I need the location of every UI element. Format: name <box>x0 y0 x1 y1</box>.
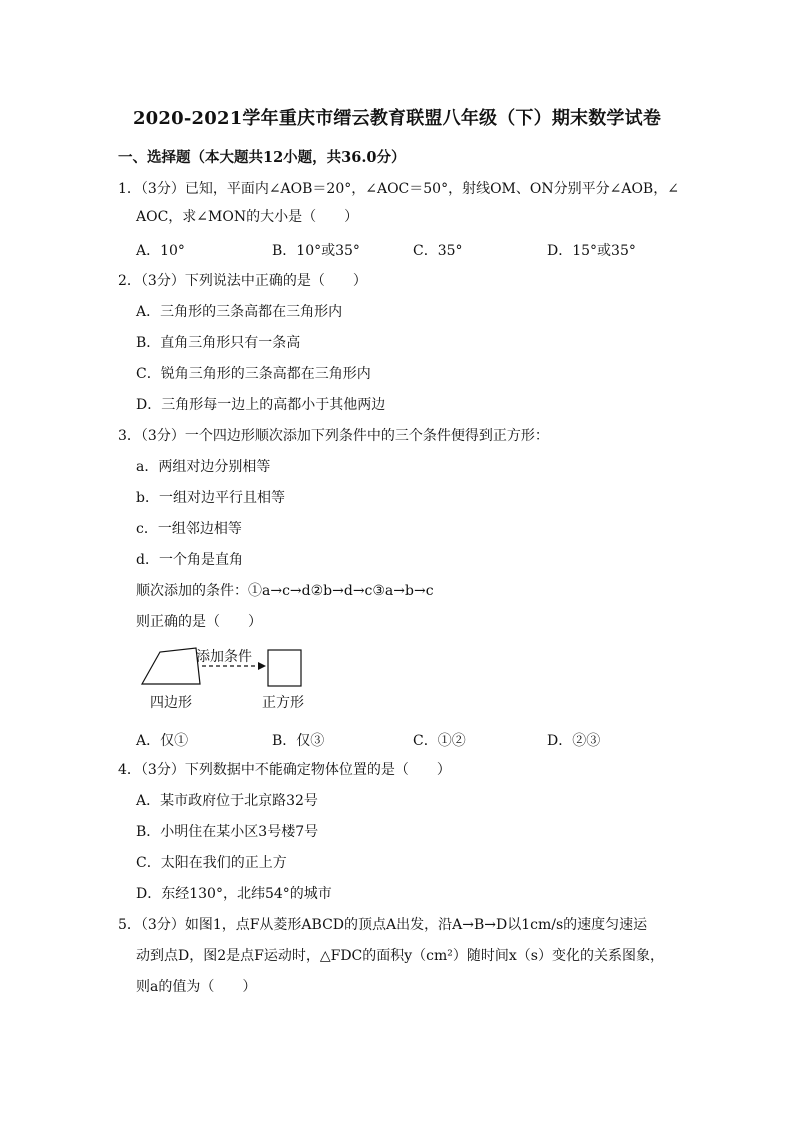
figure-right-label: 正方形 <box>262 695 304 711</box>
question-3-condition-c: c．一组邻边相等 <box>136 521 242 537</box>
quadrilateral-shape <box>142 648 200 684</box>
figure-left-label: 四边形 <box>150 695 192 711</box>
question-1-option-b: B．10°或35° <box>272 243 360 259</box>
question-1-option-a: A．10° <box>136 243 185 259</box>
question-1-option-d: D．15°或35° <box>547 243 636 259</box>
quadrilateral-to-square-figure <box>140 646 340 716</box>
question-4-option-d: D．东经130°，北纬54°的城市 <box>136 886 332 902</box>
section-heading: 一、选择题（本大题共12小题，共36.0分） <box>118 149 406 166</box>
question-5-line-1: 5．（3分）如图1，点F从菱形ABCD的顶点A出发，沿A→B→D以1cm/s的速度匀速运 <box>118 917 648 933</box>
question-3-condition-a: a．两组对边分别相等 <box>136 459 271 475</box>
question-1-option-c: C．35° <box>413 243 463 259</box>
question-2-option-d: D．三角形每一边上的高都小于其他两边 <box>136 397 386 413</box>
question-1-line-2: AOC，求∠MON的大小是（ ） <box>136 209 359 225</box>
figure-arrow-label: 添加条件 <box>196 649 252 665</box>
question-5-line-3: 则a的值为（ ） <box>136 979 257 995</box>
question-2-stem: 2．（3分）下列说法中正确的是（ ） <box>118 273 367 289</box>
arrow-head <box>258 662 266 670</box>
question-3-ask: 则正确的是（ ） <box>136 614 262 630</box>
question-2-option-a: A．三角形的三条高都在三角形内 <box>136 304 343 320</box>
question-3-condition-d: d．一个角是直角 <box>136 552 243 568</box>
question-2-option-c: C．锐角三角形的三条高都在三角形内 <box>136 366 371 382</box>
question-2-option-b: B．直角三角形只有一条高 <box>136 335 301 351</box>
question-3-condition-b: b．一组对边平行且相等 <box>136 490 285 506</box>
question-4-stem: 4．（3分）下列数据中不能确定物体位置的是（ ） <box>118 762 451 778</box>
question-3-option-c: C．①② <box>413 733 466 749</box>
question-4-option-c: C．太阳在我们的正上方 <box>136 855 287 871</box>
question-4-option-a: A．某市政府位于北京路32号 <box>136 793 318 809</box>
question-3-orders: 顺次添加的条件：①a→c→d②b→d→c③a→b→c <box>136 583 434 599</box>
question-3-option-b: B．仅③ <box>272 733 325 749</box>
question-3-option-a: A．仅① <box>136 733 189 749</box>
square-shape <box>268 650 301 686</box>
page-title: 2020-2021学年重庆市缙云教育联盟八年级（下）期末数学试卷 <box>132 108 662 129</box>
question-3-option-d: D．②③ <box>547 733 601 749</box>
question-4-option-b: B．小明住在某小区3号楼7号 <box>136 824 319 840</box>
question-3-stem: 3．（3分）一个四边形顺次添加下列条件中的三个条件便得到正方形： <box>118 428 549 444</box>
question-1-line-1: 1．（3分）已知，平面内∠AOB＝20°，∠AOC＝50°，射线OM、ON分别平分∠AOB，∠ <box>118 181 679 197</box>
question-5-line-2: 动到点D，图2是点F运动时，△FDC的面积y（cm²）随时间x（s）变化的关系图象， <box>136 948 664 964</box>
